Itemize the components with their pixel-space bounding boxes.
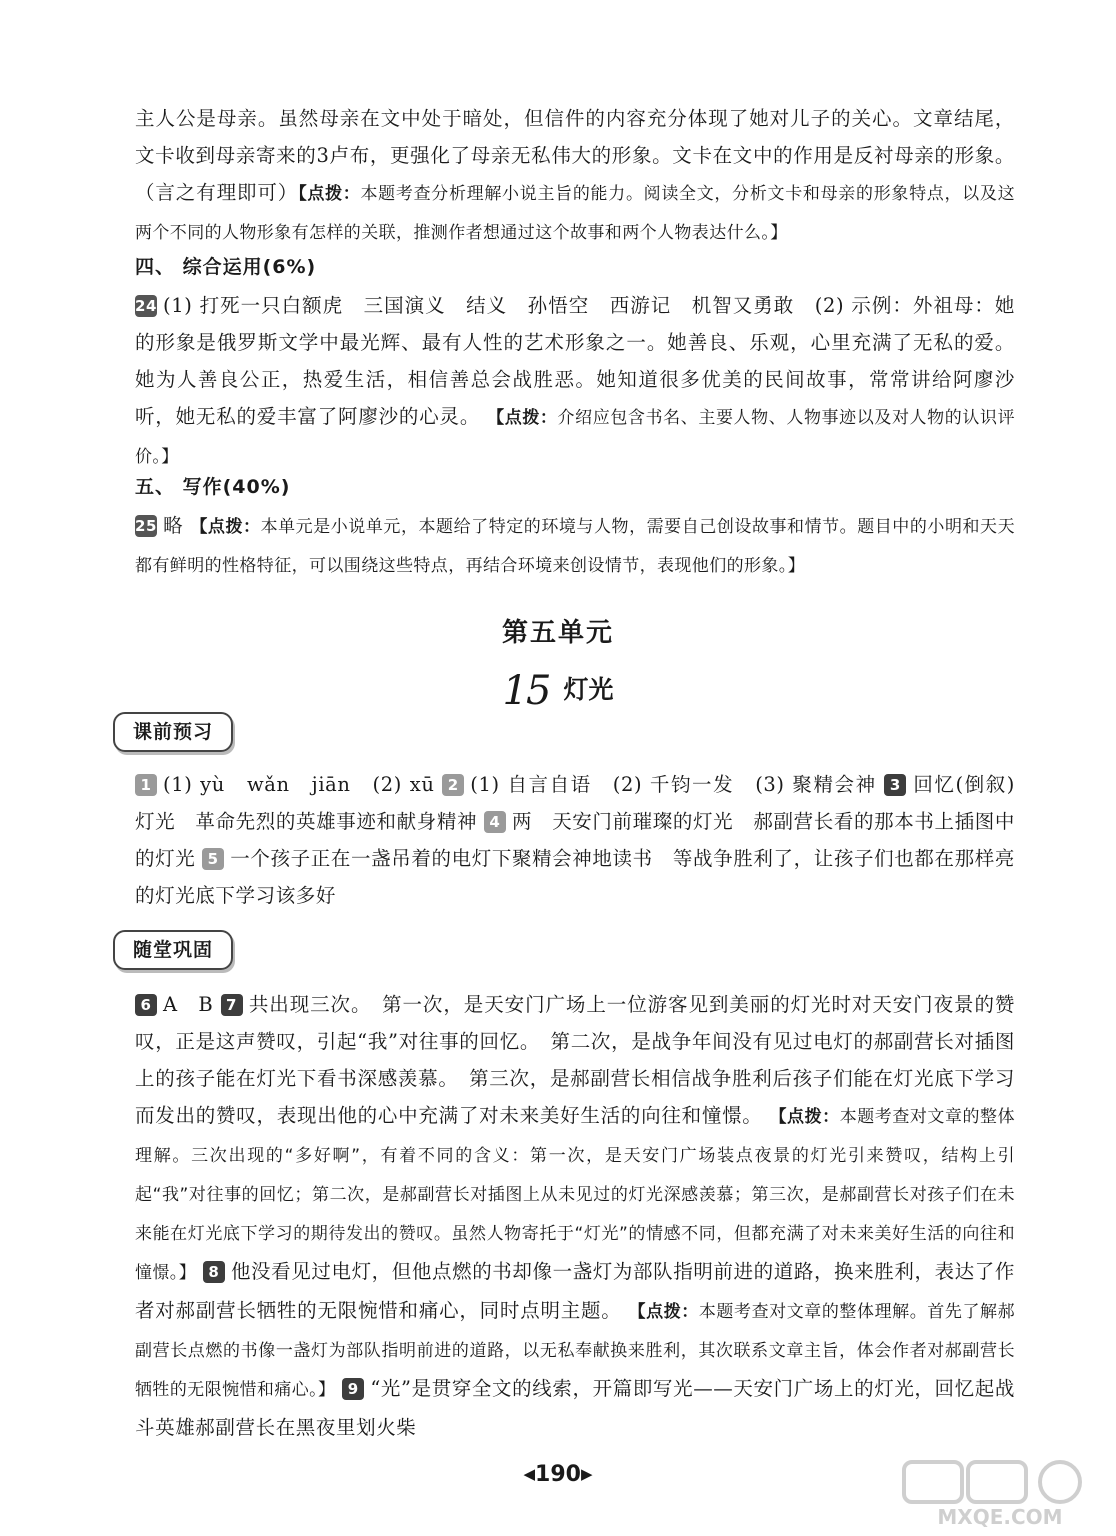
question-number-badge: 24	[135, 297, 158, 315]
question-number-badge: 3	[884, 774, 906, 796]
question-number-badge: 5	[202, 848, 224, 870]
section-tag-preview: 课前预习	[113, 712, 233, 752]
question-number-badge: 8	[203, 1261, 225, 1283]
hint-label: 【点拨：	[628, 1302, 699, 1322]
answer-text: 共出现三次。 第一次，是天安门广场上一位游客见到美丽的灯光时对天安门夜景的赞叹，正是这声赞叹，引起“我”对往事的回忆。 第二次，是战争年间没有见过电灯的郝副营长对插图上的孩子能在灯光下看书深感羡慕。 第三次，是郝副营长相信战争胜利后孩子们能在灯光底下学习而发出的赞叹，表现出他的心中充满了对未来美好生活的向往和憧憬。	[135, 993, 1015, 1127]
section-title-4: 四、 综合运用(6%)	[135, 256, 317, 278]
question-number-badge: 4	[484, 811, 506, 833]
preview-answers	[135, 766, 1036, 914]
watermark-logo	[900, 1458, 1100, 1530]
page-number-value: 190	[535, 1462, 581, 1487]
answer-text: 主人公是母亲。虽然母亲在文中处于暗处，但信件的内容充分体现了她对儿子的关心。文章结尾，文卡收到母亲寄来的3卢布，更强化了母亲无私伟大的形象。文卡在文中的作用是反衬母亲的形象。（言之有理即可）	[135, 107, 1015, 204]
hint-text: 介绍应包含书名、主要人物、人物事迹以及对人物的认识评价。】	[135, 408, 1015, 467]
answer-text: 回忆(倒叙) 灯光 革命先烈的英雄事迹和献身精神	[135, 773, 1036, 833]
left-arrow-icon: ◀	[523, 1465, 536, 1483]
right-arrow-icon: ▶	[580, 1465, 593, 1483]
hint-label: 【点拨：	[769, 1107, 840, 1127]
answer-text: (1) 打死一只白额虎 三国演义 结义 孙悟空 西游记 机智又勇敢 (2) 示例：外祖母：她的形象是俄罗斯文学中最光辉、最有人性的艺术形象之一。她善良、乐观，心里充满了无私的爱。她为人善良公正，热爱生活，相信善总会战胜恶。她知道很多优美的民间故事，常常讲给阿廖沙听，她无私的爱丰富了阿廖沙的心灵。	[135, 294, 1015, 428]
question-number-badge: 1	[135, 774, 157, 796]
hint-label: 【点拨：	[487, 408, 558, 428]
lesson-name: 灯光	[563, 675, 614, 704]
section-tag-consolidate: 随堂巩固	[113, 930, 233, 970]
question-number-badge: 9	[342, 1378, 364, 1400]
answer-text: A B	[163, 993, 214, 1016]
section-title-5: 五、 写作(40%)	[135, 476, 291, 498]
question-number-badge: 7	[221, 994, 243, 1016]
answer-block-top	[135, 100, 1015, 252]
question-number-badge: 25	[135, 517, 158, 535]
hint-text: 本题考查分析理解小说主旨的能力。阅读全文，分析文卡和母亲的形象特点，以及这两个不同的人物形象有怎样的关联，推测作者想通过这个故事和两个人物表达什么。】	[135, 184, 1015, 243]
unit-title: 第五单元	[501, 618, 614, 648]
answer-text: (1) 自言自语 (2) 千钧一发 (3) 聚精会神	[470, 773, 877, 796]
lesson-heading	[0, 668, 1116, 714]
answer-text: “光”是贯穿全文的线索，开篇即写光——天安门广场上的灯光，回忆起战斗英雄郝副营长在黑夜里划火柴	[135, 1377, 1015, 1439]
answer-text: 略	[163, 514, 184, 537]
hint-text: 本题考查对文章的整体理解。首先了解郝副营长点燃的书像一盏灯为部队指明前进的道路，以无私奉献换来胜利，其次联系文章主旨，体会作者对郝副营长牺牲的无限惋惜和痛心。】	[135, 1302, 1015, 1400]
answer-text: 他没看见过电灯，但他点燃的书却像一盏灯为部队指明前进的道路，换来胜利，表达了作者对郝副营长牺牲的无限惋惜和痛心，同时点明主题。	[135, 1260, 1015, 1322]
answer-text: 两 天安门前璀璨的灯光 郝副营长看的那本书上插图中的灯光	[135, 810, 1015, 870]
consolidate-answers	[135, 986, 1015, 1446]
lesson-number: 15	[502, 668, 550, 714]
question-25	[135, 507, 1015, 585]
hint-label: 【点拨：	[298, 184, 361, 204]
answer-text: 一个孩子正在一盏吊着的电灯下聚精会神地读书 等战争胜利了，让孩子们也都在那样亮的灯光底下学习该多好	[135, 847, 1015, 907]
watermark-text: MXQE.COM	[937, 1505, 1063, 1529]
question-24	[135, 287, 1015, 476]
question-number-badge: 2	[442, 774, 464, 796]
hint-text: 本题考查对文章的整体理解。三次出现的“多好啊”，有着不同的含义：第一次，是天安门广场装点夜景的灯光引来赞叹，结构上引起“我”对往事的回忆；第二次，是郝副营长对插图上从未见过的灯光深感羡慕；第三次，是郝副营长对孩子们在未来能在灯光底下学习的期待发出的赞叹。虽然人物寄托于“灯光”的情感不同，但都充满了对未来美好生活的向往和憧憬。】	[135, 1107, 1015, 1283]
hint-text: 本单元是小说单元，本题给了特定的环境与人物，需要自己创设故事和情节。题目中的小明和天天都有鲜明的性格特征，可以围绕这些特点，再结合环境来创设情节，表现他们的形象。】	[135, 517, 1015, 576]
hint-label: 【点拨：	[190, 517, 261, 537]
question-number-badge: 6	[135, 994, 157, 1016]
answer-text: (1) yù wǎn jiān (2) xū	[163, 773, 435, 796]
